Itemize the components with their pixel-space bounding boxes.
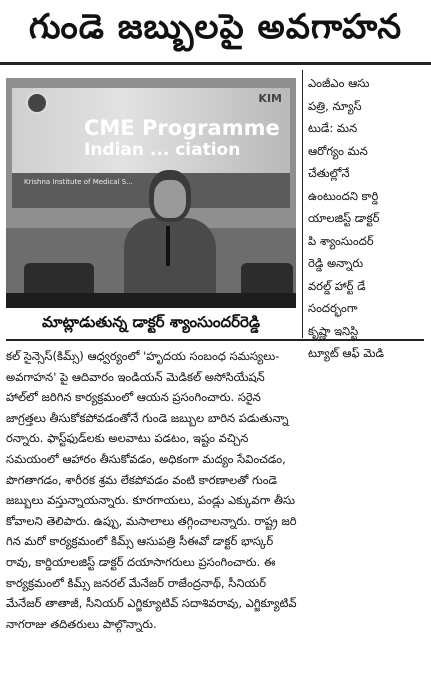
side-line: ఉంటుందని కార్డి (308, 188, 379, 203)
side-line: సందర్భంగా (308, 301, 358, 315)
table-edge (6, 293, 296, 308)
side-line: రెడ్డి అన్నారు (308, 256, 364, 270)
side-line: ఎంజీఎం ఆసు (308, 76, 370, 90)
body-line: పొగతాగడం, శారీరక శ్రమ లేకపోవడం వంటి కారణాలతో గుండె (6, 472, 278, 487)
seal-icon (26, 92, 48, 114)
body-line: హాల్‌లో జరిగిన కార్యక్రమంలో ఆయన ప్రసంగించారు. సరైన (6, 390, 261, 405)
body-line: రన్నారు. ఫాస్ట్‌ఫుడ్‌లకు అలవాటు పడటం, ఇష్టం వచ్చిన (6, 431, 249, 446)
banner-logo: KIM (258, 92, 282, 105)
body-line: జబ్బులు వస్తున్నాయన్నారు. కూరగాయలు, పండ్లు ఎక్కువగా తీసు (6, 493, 295, 508)
body-line: అవగాహన' పై ఆదివారం ఇండియన్ మెడికల్ అసోసియేషన్ (6, 369, 265, 384)
side-line: ఆరోగ్యం మన (308, 143, 368, 158)
banner-subtitle: Indian ... ciation (84, 140, 241, 160)
body-line: కల్ సైన్సెస్(కిమ్స్) ఆధ్వర్యంలో 'హృదయ సంబంధ సమస్యలు- (6, 349, 280, 363)
body-line: జాగ్రత్తలు తీసుకోకపోవడంతోనే గుండె జబ్బుల బారిన పడుతున్నా (6, 410, 289, 425)
body-line: గిన మరో కార్యక్రమంలో కిమ్స్ ఆసుపత్రి సీఈవో డాక్టర్ భాస్కర్ (6, 534, 274, 549)
side-column (308, 72, 424, 365)
side-line: టుడే: మన (308, 121, 358, 135)
side-line: పత్రి, న్యూస్ (308, 98, 362, 113)
speaker-face (154, 180, 186, 218)
microphone-icon (166, 226, 170, 266)
side-line: పి శ్యాంసుందర్ (308, 233, 374, 248)
column-divider (302, 70, 303, 338)
photo-caption: మాట్లాడుతున్న డాక్టర్ శ్యాంసుందర్‌రెడ్డి (42, 313, 260, 331)
article-photo (6, 78, 296, 308)
side-line: ట్యూట్ ఆఫ్ మెడి (308, 346, 385, 360)
side-line: కృష్ణా ఇనిస్టి (308, 323, 359, 338)
banner-small-text: Krishna Institute of Medical S... (24, 178, 133, 186)
side-line: వరల్డ్ హార్ట్ డే (308, 278, 366, 293)
body-line: నాగరాజు తదితరులు పాల్గొన్నారు. (6, 616, 157, 631)
body-line: కార్యక్రమంలో కిమ్స్ జనరల్ మేనేజర్ రాజేంద్రనాథ్, సీనియర్ (6, 575, 267, 590)
body-line: కోవాలని తెలిపారు. ఉప్పు, మసాలాలు తగ్గించాలన్నారు. రాష్ట్ర జరి (6, 513, 297, 528)
body-line: రావు, కార్డియాలజిస్ట్ డాక్టర్ దయాసాగరులు ప్రసంగించారు. ఈ (6, 554, 276, 569)
headline: గుండె జబ్బులపై అవగాహన (0, 0, 431, 65)
side-line: చేతుల్లోనే (308, 166, 350, 180)
banner-title: CME Programme (84, 116, 280, 140)
body-line: మేనేజర్ తాతాజీ, సీనియర్ ఎగ్జిక్యూటివ్ సదాశివరావు, ఎగ్జిక్యూటివ్ (6, 596, 297, 611)
body-line: సమయంలో ఆహారం తీసుకోవడం, అధికంగా మద్యం సేవించడం, (6, 451, 286, 466)
side-line: యాలజిస్ట్ డాక్టర్ (308, 211, 380, 225)
article-body (6, 346, 424, 634)
